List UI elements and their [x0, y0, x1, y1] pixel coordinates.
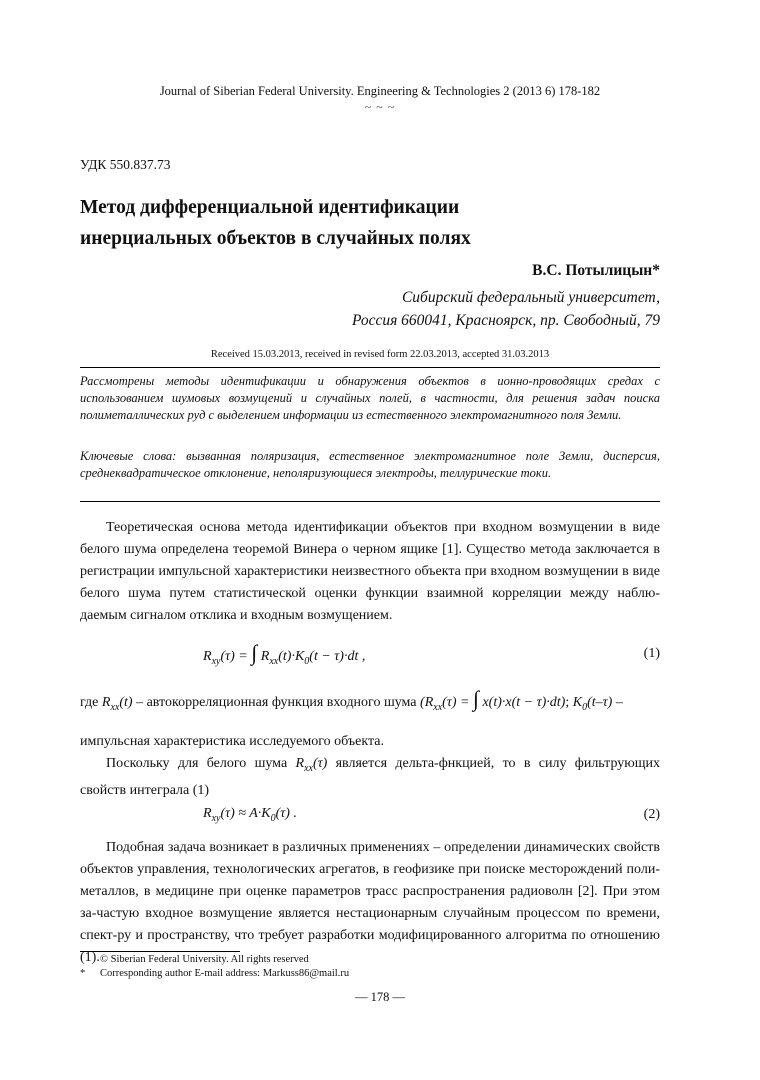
p3-start: Поскольку для белого шума [106, 756, 296, 771]
title-line-1: Метод дифференциальной идентификации [80, 197, 460, 218]
abstract: Рассмотрены методы идентификации и обнаружения объектов в ионно-проводящих средах с использованием шумовых возмущений и случайных полей, в частности, для решения задач поиска полиметаллических руд с выделением информации из естественного электромагнитного поля Земли. [80, 374, 660, 422]
affiliation-line-1: Сибирский федеральный университет, [401, 289, 660, 306]
where-prefix: где [80, 695, 102, 710]
footnote-rule [80, 951, 240, 952]
udk-code: УДК 550.837.73 [80, 157, 171, 172]
paragraph-2-cont: импульсная характеристика исследуемого объекта. [80, 734, 384, 749]
paragraph-4: Подобная задача возникает в различных применениях – определении динамических свойств объектов управления, технологических агрегатов, в геофизике при поиске месторождений поли-металлов, в медицине при оценке параметров трасс распространения радиоволн [2]. При этом за-частую входное возмущение является нестационарным случайным процессом по времени, спект-ру и пространству, что требует разработки модифицированного алгоритма по отношению (1). [80, 840, 660, 965]
abstract-top-rule [80, 367, 660, 368]
where-text-2: – [612, 695, 623, 710]
affiliation [352, 287, 660, 332]
footnote-star: * [80, 968, 86, 979]
author-name: В.С. Потылицын* [532, 262, 660, 279]
keywords: Ключевые слова: вызванная поляризация, естественное электромагнитное поле Земли, дисперсия, среднеквадратическое отклонение, неполяризующиеся электроды, теллурические токи. [80, 449, 660, 480]
equation-1: $R_{xy}(\tau)$ = ∫ $R_{xx}(t)\cdot K_0(t - \tau)\cdot dt$ , [203, 640, 366, 667]
paragraph-3 [80, 753, 660, 802]
header-ornament: ~ ~ ~ [364, 100, 396, 114]
paper-title [80, 192, 471, 254]
journal-header: Journal of Siberian Federal University. Engineering & Technologies 2 (2013 6) 178-182 [159, 84, 601, 98]
equation-2-number: (2) [643, 807, 660, 822]
where-text-1: – автокорреляционная функция входного шума [132, 695, 421, 710]
abstract-bottom-rule [80, 501, 660, 502]
autocorrelation-formula: ($R_{xx}(\tau)$ = ∫ x(t)·x(t − τ)·dt) [420, 686, 566, 713]
autocorrelation-symbol: $R_{xx}(t)$ [101, 695, 133, 713]
footnote-copyright: © Siberian Federal University. All rights reserved [100, 954, 309, 965]
affiliation-line-2: Россия 660041, Красноярск, пр. Свободный, 79 [351, 311, 660, 329]
footnote-corresponding: Corresponding author E-mail address: Markuss86@mail.ru [100, 968, 350, 979]
title-line-2: инерциальных объектов в случайных полях [80, 228, 471, 249]
autocorrelation-symbol-2: $R_{xx}(\tau)$ [295, 756, 328, 774]
equation-1-number: (1) [643, 646, 660, 661]
page-number: — 178 — [355, 990, 405, 1004]
paragraph-1: Теоретическая основа метода идентификации объектов при входном возмущении в виде белого шума определена теоремой Винера о черном ящике [1]. Существо метода заключается в регистрации импульсной характеристики неизвестного объекта при входном возмущении в виде белого шума путем статистической оценки функции взаимной корреляции между наблю-даемым сигналом отклика и входным возмущением. [80, 520, 660, 623]
p3-end: является дельта-фнкцией, то в силу фильтрующих свойств интеграла (1) [80, 756, 660, 798]
equation-2: $R_{xy}(\tau) \approx A\cdot K_0(\tau)$ . [203, 806, 297, 824]
received-dates: Received 15.03.2013, received in revised form 22.03.2013, accepted 31.03.2013 [210, 349, 550, 360]
where-line: где $R_{xx}(t)$ – автокорреляционная функция входного шума ($R_{xx}(\tau)$ = ∫ x(t)·x(t − τ)·dt); $K_0(t-\tau)$ – [80, 686, 623, 713]
